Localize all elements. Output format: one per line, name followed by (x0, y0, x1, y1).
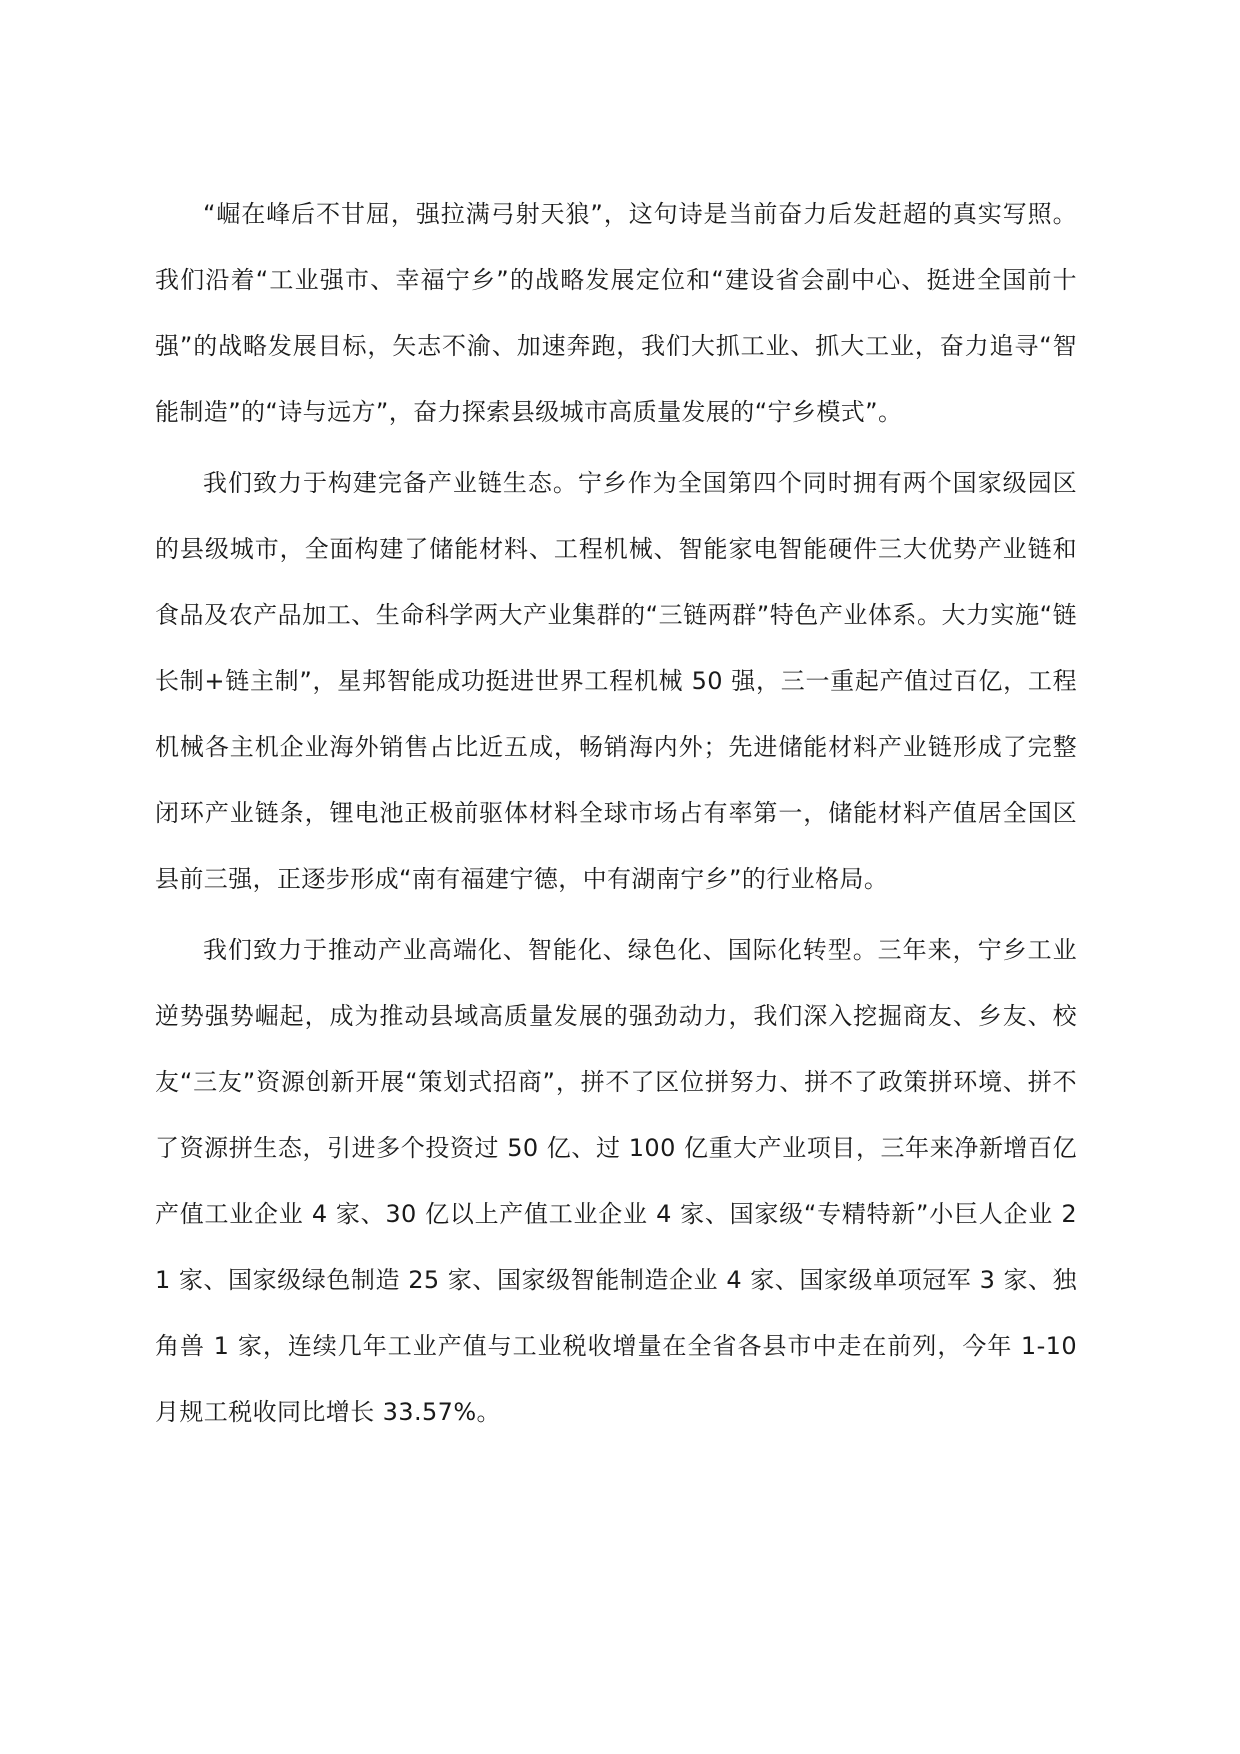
paragraph-transformation: 我们致力于推动产业高端化、智能化、绿色化、国际化转型。三年来，宁乡工业逆势强势崛起，成为推动县域高质量发展的强劲动力，我们深入挖掘商友、乡友、校友“三友”资源创新开展“策划式招商”，拼不了区位拼努力、拼不了政策拼环境、拼不了资源拼生态，引进多个投资过 50 亿、过 100 亿重大产业项目，三年来净新增百亿产值工业企业 4 家、30 亿以上产值工业企业 4 家、国家级“专精特新”小巨人企业 21 家、国家级绿色制造 25 家、国家级智能制造企业 4 家、国家级单项冠军 3 家、独角兽 1 家，连续几年工业产值与工业税收增量在全省各县市中走在前列，今年 1-10 月规工税收同比增长 33.57%。 (155, 936, 1077, 1426)
paragraph-intro: “崛在峰后不甘屈，强拉满弓射天狼”，这句诗是当前奋力后发赶超的真实写照。我们沿着“工业强市、幸福宁乡”的战略发展定位和“建设省会副中心、挺进全国前十强”的战略发展目标，矢志不渝、加速奔跑，我们大抓工业、抓大工业，奋力追寻“智能制造”的“诗与远方”，奋力探索县级城市高质量发展的“宁乡模式”。 (155, 200, 1077, 426)
document-body (155, 181, 1077, 1450)
paragraph-industry-chain: 我们致力于构建完备产业链生态。宁乡作为全国第四个同时拥有两个国家级园区的县级城市，全面构建了储能材料、工程机械、智能家电智能硬件三大优势产业链和食品及农产品加工、生命科学两大产业集群的“三链两群”特色产业体系。大力实施“链长制+链主制”，星邦智能成功挺进世界工程机械 50 强，三一重起产值过百亿，工程机械各主机企业海外销售占比近五成，畅销海内外；先进储能材料产业链形成了完整闭环产业链条，锂电池正极前驱体材料全球市场占有率第一，储能材料产值居全国区县前三强，正逐步形成“南有福建宁德，中有湖南宁乡”的行业格局。 (155, 469, 1077, 893)
